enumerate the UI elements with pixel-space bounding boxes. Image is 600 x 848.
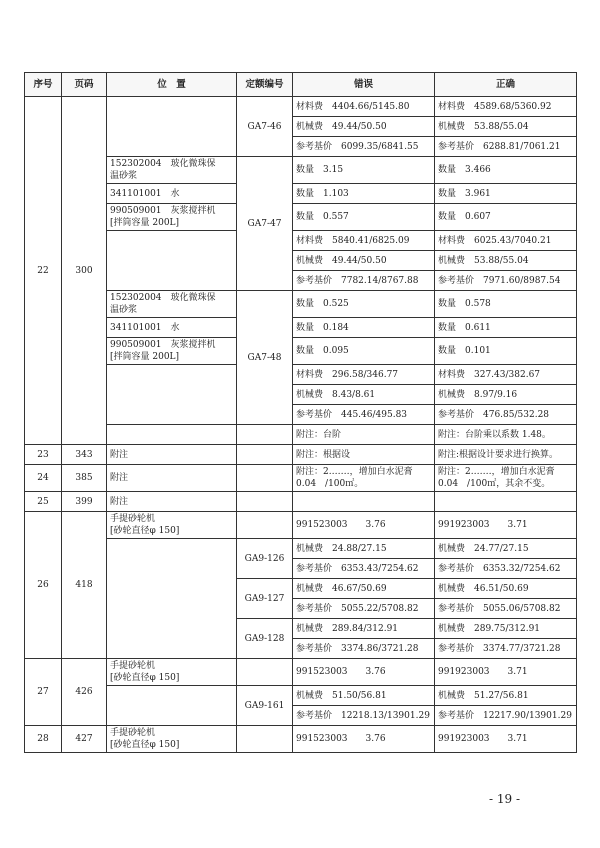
- table-cell: GA7-46: [237, 97, 293, 157]
- table-cell: [107, 686, 237, 726]
- table-cell: 数量 3.961: [435, 184, 577, 204]
- table-cell: 机械费 289.75/312.91: [435, 619, 577, 639]
- table-cell: 附注：台阶乘以系数 1.48。: [435, 425, 577, 445]
- table-cell: 数量 0.184: [293, 318, 435, 338]
- table-cell: 991523003 3.76: [293, 659, 435, 686]
- table-row: [25, 539, 577, 559]
- table-cell: 399: [62, 492, 107, 512]
- table-cell: 机械费 51.50/56.81: [293, 686, 435, 706]
- table-cell: 附注：台阶: [293, 425, 435, 445]
- table-cell: 参考基价 3374.77/3721.28: [435, 639, 577, 659]
- table-cell: 25: [25, 492, 62, 512]
- table-cell: 数量 0.101: [435, 338, 577, 365]
- table-cell: 数量 0.578: [435, 291, 577, 318]
- table-cell: GA9-161: [237, 686, 293, 726]
- table-cell: 426: [62, 659, 107, 726]
- table-cell: 22: [25, 97, 62, 445]
- table-cell: 机械费 49.44/50.50: [293, 251, 435, 271]
- table-cell: GA9-127: [237, 579, 293, 619]
- table-cell: 991523003 3.76: [293, 726, 435, 753]
- header-quota-code: 定额编号: [237, 73, 293, 97]
- table-cell: 机械费 24.88/27.15: [293, 539, 435, 559]
- table-cell: 991923003 3.71: [435, 512, 577, 539]
- table-row: [25, 157, 577, 184]
- table-cell: 附注：根据设: [293, 445, 435, 465]
- page-number: - 19 -: [488, 792, 520, 806]
- table-cell: 991923003 3.71: [435, 726, 577, 753]
- table-cell: 机械费 53.88/55.04: [435, 117, 577, 137]
- table-row: [25, 686, 577, 706]
- table-cell: [237, 445, 293, 465]
- table-cell: 参考基价 5055.06/5708.82: [435, 599, 577, 619]
- table-cell: 材料费 4404.66/5145.80: [293, 97, 435, 117]
- table-cell: 数量 3.15: [293, 157, 435, 184]
- table-cell: [237, 726, 293, 753]
- table-cell: 材料费 4589.68/5360.92: [435, 97, 577, 117]
- table-cell: 990509001 灰浆搅拌机 [拌筒容量 200L]: [107, 338, 237, 365]
- table-cell: 数量 0.095: [293, 338, 435, 365]
- table-row: [25, 291, 577, 318]
- table-cell: 341101001 水: [107, 318, 237, 338]
- table-cell: [107, 97, 237, 157]
- table-cell: 手提砂轮机 [砂轮直径φ 150]: [107, 659, 237, 686]
- table-cell: 材料费 5840.41/6825.09: [293, 231, 435, 251]
- table-cell: 参考基价 6288.81/7061.21: [435, 137, 577, 157]
- table-row: [25, 445, 577, 465]
- table-cell: 手提砂轮机 [砂轮直径φ 150]: [107, 512, 237, 539]
- table-cell: 参考基价 12218.13/13901.29: [293, 706, 435, 726]
- table-cell: 数量 3.466: [435, 157, 577, 184]
- table-cell: 26: [25, 512, 62, 659]
- table-cell: 385: [62, 465, 107, 492]
- table-row: [25, 512, 577, 539]
- table-cell: 341101001 水: [107, 184, 237, 204]
- table-cell: 参考基价 7971.60/8987.54: [435, 271, 577, 291]
- table-cell: 343: [62, 445, 107, 465]
- table-row: [25, 318, 577, 338]
- table-cell: 300: [62, 97, 107, 445]
- header-correct: 正确: [435, 73, 577, 97]
- table-cell: 数量 0.557: [293, 204, 435, 231]
- table-cell: GA9-126: [237, 539, 293, 579]
- table-cell: 材料费 296.58/346.77: [293, 365, 435, 385]
- table-cell: 152302004 玻化微珠保 温砂浆: [107, 157, 237, 184]
- table-header-row: [25, 73, 577, 97]
- table-cell: 参考基价 3374.86/3721.28: [293, 639, 435, 659]
- table-cell: 990509001 灰浆搅拌机 [拌筒容量 200L]: [107, 204, 237, 231]
- table-cell: 数量 1.103: [293, 184, 435, 204]
- table-cell: 参考基价 7782.14/8767.88: [293, 271, 435, 291]
- table-cell: 参考基价 445.46/495.83: [293, 405, 435, 425]
- table-cell: 附注: [107, 492, 237, 512]
- table-cell: 24: [25, 465, 62, 492]
- table-cell: 机械费 289.84/312.91: [293, 619, 435, 639]
- table-row: [25, 425, 577, 445]
- table-cell: [107, 539, 237, 659]
- table-row: [25, 365, 577, 385]
- table-cell: 机械费 8.43/8.61: [293, 385, 435, 405]
- table-cell: 27: [25, 659, 62, 726]
- table-body: [25, 97, 577, 753]
- errata-table: [24, 72, 577, 753]
- header-wrong: 错误: [293, 73, 435, 97]
- table-cell: GA7-47: [237, 157, 293, 291]
- table-cell: 材料费 327.43/382.67: [435, 365, 577, 385]
- table-cell: [237, 512, 293, 539]
- header-location: 位 置: [107, 73, 237, 97]
- table-cell: [107, 365, 237, 425]
- table-cell: 附注：2.……，增加白水泥膏 0.04 /100㎡，其余不变。: [435, 465, 577, 492]
- table-row: [25, 338, 577, 365]
- table-cell: [107, 425, 237, 445]
- header-page: 页码: [62, 73, 107, 97]
- table-cell: 机械费 49.44/50.50: [293, 117, 435, 137]
- table-cell: 418: [62, 512, 107, 659]
- table-cell: 机械费 53.88/55.04: [435, 251, 577, 271]
- table-cell: 参考基价 6353.43/7254.62: [293, 559, 435, 579]
- table-cell: 参考基价 5055.22/5708.82: [293, 599, 435, 619]
- table-cell: 手提砂轮机 [砂轮直径φ 150]: [107, 726, 237, 753]
- table-cell: 参考基价 6099.35/6841.55: [293, 137, 435, 157]
- table-cell: 数量 0.611: [435, 318, 577, 338]
- table-row: [25, 492, 577, 512]
- table-cell: [237, 425, 293, 445]
- table-cell: 数量 0.525: [293, 291, 435, 318]
- header-index: 序号: [25, 73, 62, 97]
- table-row: [25, 465, 577, 492]
- table-cell: GA7-48: [237, 291, 293, 425]
- table-cell: [293, 492, 435, 512]
- table-cell: 机械费 46.67/50.69: [293, 579, 435, 599]
- table-cell: 参考基价 476.85/532.28: [435, 405, 577, 425]
- table-cell: GA9-128: [237, 619, 293, 659]
- table-cell: 991523003 3.76: [293, 512, 435, 539]
- table-cell: 机械费 8.97/9.16: [435, 385, 577, 405]
- table-cell: 附注: [107, 445, 237, 465]
- table-cell: 23: [25, 445, 62, 465]
- table-row: [25, 184, 577, 204]
- table-cell: 152302004 玻化微珠保 温砂浆: [107, 291, 237, 318]
- table-row: [25, 231, 577, 251]
- table-row: [25, 726, 577, 753]
- table-cell: 附注: [107, 465, 237, 492]
- table-row: [25, 659, 577, 686]
- table-row: [25, 204, 577, 231]
- table-cell: 参考基价 6353.32/7254.62: [435, 559, 577, 579]
- table-cell: 427: [62, 726, 107, 753]
- table-cell: 机械费 24.77/27.15: [435, 539, 577, 559]
- table-cell: 附注：2.……，增加白水泥膏 0.04 /100㎡。: [293, 465, 435, 492]
- table-row: [25, 97, 577, 117]
- table-cell: 991923003 3.71: [435, 659, 577, 686]
- table-cell: 机械费 46.51/50.69: [435, 579, 577, 599]
- table-cell: [107, 231, 237, 291]
- table-cell: 材料费 6025.43/7040.21: [435, 231, 577, 251]
- table-cell: [435, 492, 577, 512]
- table-cell: 数量 0.607: [435, 204, 577, 231]
- table-cell: [237, 659, 293, 686]
- table-cell: [237, 492, 293, 512]
- table-cell: 参考基价 12217.90/13901.29: [435, 706, 577, 726]
- table-cell: 附注:根据设计要求进行换算。: [435, 445, 577, 465]
- table-cell: 28: [25, 726, 62, 753]
- table-cell: 机械费 51.27/56.81: [435, 686, 577, 706]
- table-cell: [237, 465, 293, 492]
